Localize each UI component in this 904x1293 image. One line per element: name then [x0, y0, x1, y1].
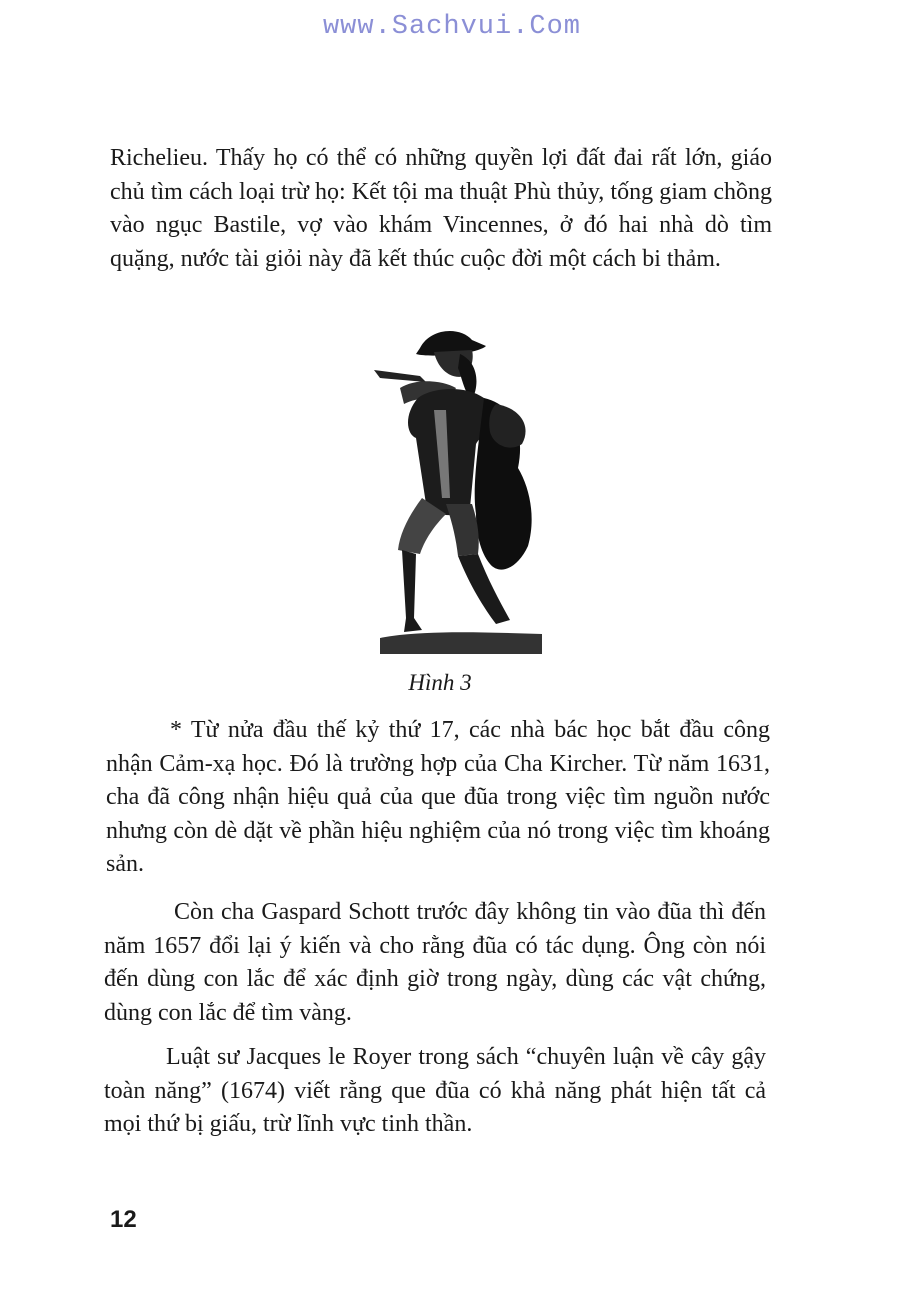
- figure-caption: Hình 3: [408, 670, 472, 695]
- paragraph-1: Richelieu. Thấy họ có thể có những quyền lợi đất đai rất lớn, giáo chủ tìm cách loại trừ họ: Kết tội ma thuật Phù thủy, tống giam chồng vào ngục Bastile, vợ vào khám Vincennes, ở đó hai nhà dò tìm quặng, nước tài giỏi này đã kết thúc cuộc đời một cách bi thảm.: [110, 145, 772, 272]
- figure-illustration: [360, 318, 550, 660]
- paragraph-4: Luật sư Jacques le Royer trong sách “chuyên luận về cây gậy toàn năng” (1674) viết rằng que đũa có khả năng phát hiện tất cả mọi thứ bị giấu, trừ lĩnh vực tinh thần.: [104, 1044, 766, 1137]
- paragraph-2: * Từ nửa đầu thế kỷ thứ 17, các nhà bác học bắt đầu công nhận Cảm-xạ học. Đó là trường hợp của Cha Kircher. Từ năm 1631, cha đã công nhận hiệu quả của que đũa trong việc tìm nguồn nước nhưng còn dè dặt về phần hiệu nghiệm của nó trong việc tìm khoáng sản.: [106, 717, 770, 877]
- dowser-illustration: [360, 318, 550, 660]
- paragraph-3: Còn cha Gaspard Schott trước đây không tin vào đũa thì đến năm 1657 đổi lại ý kiến và cho rằng đũa có tác dụng. Ông còn nói đến dùng con lắc để xác định giờ trong ngày, dùng các vật chứng, dùng con lắc để tìm vàng.: [104, 899, 766, 1026]
- watermark-url: www.Sachvui.Com: [322, 12, 582, 42]
- page-number: 12: [110, 1206, 137, 1233]
